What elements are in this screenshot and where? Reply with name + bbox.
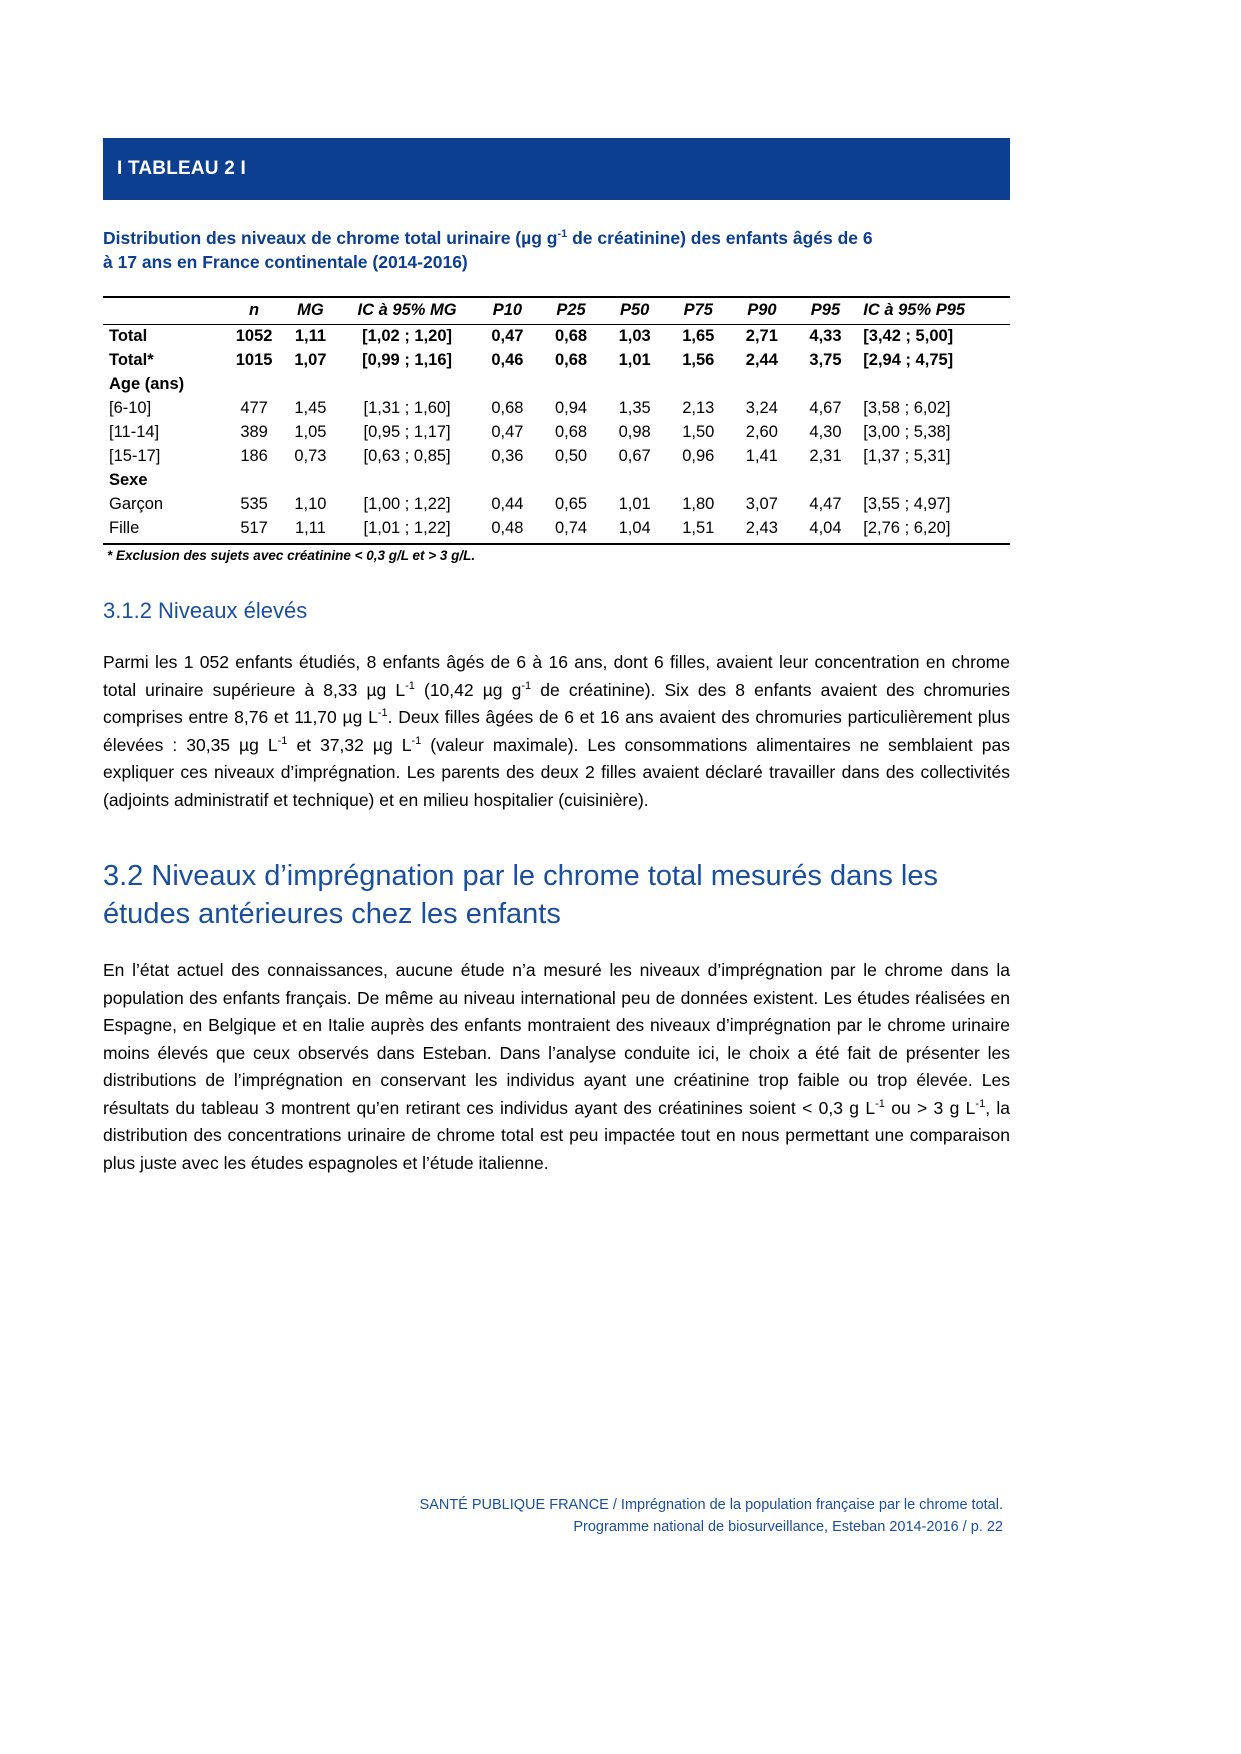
heading-3-1-2: 3.1.2 Niveaux élevés — [103, 597, 308, 623]
cell-n: 1015 — [235, 351, 273, 370]
cell-p10: 0,47 — [491, 422, 524, 441]
par312-s3: de créatinine). Six des 8 enfants avaient des chromuries comprises entre 8,76 et 11,70 µg L — [103, 679, 1010, 728]
cell-label: [6-10] — [109, 399, 152, 418]
par312-s4: . Deux filles âgées de 6 et 16 ans avaient des chromuries particulièrement plus élevées : 30,35 µg L — [103, 707, 1010, 755]
cell-p75: 1,65 — [682, 327, 715, 346]
cell-ic-mg: [1,02 ; 1,20] — [362, 327, 453, 346]
table-caption-line1-b: de créatinine) des enfants âgés de 6 — [567, 228, 873, 248]
cell-p75: 1,50 — [682, 422, 715, 441]
cell-ic-mg — [339, 373, 476, 397]
cell-p25: 0,68 — [554, 351, 588, 370]
cell-mg: 1,05 — [294, 422, 327, 441]
cell-p10: 0,68 — [491, 399, 524, 418]
table-header-row — [103, 297, 1010, 324]
cell-p50 — [603, 469, 667, 493]
table-caption-line2: à 17 ans en France continentale (2014-2016) — [103, 252, 468, 273]
cell-p75 — [666, 373, 730, 397]
par312-sup3: -1 — [377, 707, 388, 720]
cell-p10: 0,48 — [476, 517, 540, 544]
footer-line-1: SANTÉ PUBLIQUE FRANCE / Imprégnation de la population française par le chrome total. — [419, 1497, 1003, 1513]
table-banner-label: I TABLEAU 2 I — [117, 158, 246, 179]
cell-n: 535 — [240, 494, 268, 513]
col-header-p50: P50 — [603, 297, 667, 324]
cell-ic-mg: [0,63 ; 0,85] — [363, 446, 451, 465]
col-header-ic-p95: IC à 95% P95 — [857, 297, 1010, 324]
par32-s1: En l’état actuel des connaissances, aucune étude n’a mesuré les niveaux d’imprégnation par le chrome dans la population des enfants français. De même au niveau international peu de données existent. Les études réalisées en Espagne, en Belgique et en Italie auprès des enfants montraient des niveaux d’imprégnation par le chrome urinaire moins élevés que ceux observés dans Esteban. Dans l’analyse conduite ici, le choix a été fait de présenter les distributions de l’imprégnation en conservant les individus ayant une créatinine trop faible ou trop élevée. Les résultats du tableau 3 montrent qu’en retirant ces individus ayant des créatinines soient < 0,3 g L — [103, 960, 1010, 1118]
cell-ic-mg: [1,00 ; 1,22] — [363, 494, 451, 513]
cell-ic-p95: [1,37 ; 5,31] — [863, 446, 951, 465]
cell-ic-p95: [2,76 ; 6,20] — [857, 517, 1010, 544]
table-head — [103, 297, 1010, 324]
cell-n: 1052 — [235, 327, 273, 346]
table-footnote: * Exclusion des sujets avec créatinine < 0,3 g/L et > 3 g/L. — [107, 547, 476, 563]
cell-p10: 0,47 — [491, 327, 524, 346]
par312-s2: (10,42 µg g — [414, 679, 522, 700]
cell-p25: 0,68 — [554, 327, 588, 346]
cell-p75: 1,80 — [682, 494, 715, 513]
par32-sup2: -1 — [975, 1097, 986, 1110]
cell-p50: 1,01 — [618, 494, 651, 513]
cell-label: Total — [109, 327, 148, 346]
cell-p75: 0,96 — [682, 446, 715, 465]
cell-ic-mg: [0,95 ; 1,17] — [363, 422, 451, 441]
cell-p95: 4,47 — [809, 494, 842, 513]
cell-p90 — [730, 373, 794, 397]
cell-label: Age (ans) — [109, 375, 185, 394]
cell-n: 186 — [240, 446, 268, 465]
cell-label: Fille — [103, 517, 226, 544]
cell-ic-p95: [3,55 ; 4,97] — [863, 494, 951, 513]
page-footer — [0, 1495, 1241, 1539]
cell-p25: 0,94 — [554, 399, 588, 418]
table-caption-sup: -1 — [557, 228, 568, 241]
cell-p95: 3,75 — [809, 351, 842, 370]
cell-mg: 0,73 — [294, 446, 327, 465]
par312-sup1: -1 — [405, 679, 415, 692]
col-header-p10: P10 — [476, 297, 540, 324]
cell-label: [11-14] — [109, 422, 160, 441]
cell-p10: 0,46 — [491, 351, 524, 370]
cell-mg: 1,07 — [294, 351, 327, 370]
table-row — [103, 493, 1010, 517]
col-header-category — [103, 297, 226, 324]
col-header-ic-mg: IC à 95% MG — [339, 297, 476, 324]
par32-sup1: -1 — [875, 1097, 885, 1110]
table-body — [103, 325, 1010, 544]
cell-ic-p95: [3,42 ; 5,00] — [863, 327, 954, 346]
cell-n: 477 — [240, 399, 268, 418]
cell-p95: 4,33 — [809, 327, 842, 346]
cell-n: 517 — [226, 517, 283, 544]
paragraph-3-2 — [103, 957, 1010, 1177]
cell-ic-p95 — [857, 469, 1010, 493]
cell-n — [226, 373, 283, 397]
cell-p10 — [476, 373, 540, 397]
cell-p95: 4,04 — [794, 517, 858, 544]
table-row — [103, 469, 1010, 493]
col-header-mg: MG — [282, 297, 338, 324]
cell-p90: 3,24 — [745, 399, 778, 418]
cell-ic-p95: [3,00 ; 5,38] — [863, 422, 951, 441]
cell-p50: 1,03 — [618, 327, 651, 346]
table-caption-line1-a: Distribution des niveaux de chrome total urinaire (µg g — [103, 228, 558, 248]
cell-p95 — [794, 373, 858, 397]
cell-p95: 2,31 — [809, 446, 842, 465]
cell-p90: 2,43 — [730, 517, 794, 544]
cell-p90: 2,44 — [745, 351, 778, 370]
cell-p25: 0,65 — [554, 494, 588, 513]
cell-p25: 0,68 — [554, 422, 588, 441]
cell-p75: 2,13 — [682, 399, 715, 418]
cell-mg: 1,11 — [282, 517, 338, 544]
cell-p90: 3,07 — [745, 494, 778, 513]
heading-3-2: 3.2 Niveaux d’imprégnation par le chrome total mesurés dans les études antérieures chez les enfants — [103, 860, 938, 930]
cell-ic-p95: [2,94 ; 4,75] — [863, 351, 954, 370]
cell-p25: 0,74 — [539, 517, 603, 544]
cell-p90: 1,41 — [745, 446, 778, 465]
page-content — [103, 138, 1010, 1177]
cell-label: Garçon — [109, 494, 164, 513]
cell-n: 389 — [240, 422, 268, 441]
cell-p75: 1,51 — [666, 517, 730, 544]
table-row — [103, 517, 1010, 544]
cell-p25 — [539, 469, 603, 493]
par312-sup5: -1 — [411, 734, 422, 747]
cell-p25: 0,50 — [554, 446, 588, 465]
cell-ic-mg: [0,99 ; 1,16] — [362, 351, 453, 370]
cell-p90: 2,71 — [745, 327, 778, 346]
table-row — [103, 373, 1010, 397]
table-banner — [103, 138, 1010, 200]
par312-s6: (valeur maximale). Les consommations alimentaires ne semblaient pas expliquer ces niveaux d’imprégnation. Les parents des deux 2 filles avaient déclaré travailler dans des collectivités (adjoints administratif et technique) et en milieu hospitalier (cuisinière). — [103, 734, 1010, 810]
cell-p90: 2,60 — [745, 422, 778, 441]
cell-ic-mg — [339, 469, 476, 493]
cell-p50: 0,67 — [618, 446, 651, 465]
cell-p10 — [476, 469, 540, 493]
col-header-p90: P90 — [730, 297, 794, 324]
par312-sup2: -1 — [521, 679, 532, 692]
distribution-table — [103, 296, 1010, 544]
col-header-p25: P25 — [539, 297, 603, 324]
table-caption — [103, 226, 1010, 274]
par312-sup4: -1 — [277, 734, 288, 747]
cell-label: [15-17] — [109, 446, 161, 465]
cell-p90 — [730, 469, 794, 493]
cell-mg: 1,10 — [294, 494, 327, 513]
cell-mg: 1,45 — [294, 399, 327, 418]
col-header-p75: P75 — [666, 297, 730, 324]
cell-p75: 1,56 — [682, 351, 715, 370]
cell-ic-mg: [1,31 ; 1,60] — [363, 399, 451, 418]
cell-p95: 4,67 — [809, 399, 842, 418]
cell-p95 — [794, 469, 858, 493]
cell-p95: 4,30 — [809, 422, 842, 441]
table-row — [103, 349, 1010, 373]
cell-p50: 1,01 — [618, 351, 651, 370]
par32-s2: ou > 3 g L — [884, 1097, 976, 1118]
paragraph-3-1-2 — [103, 649, 1010, 814]
cell-p25 — [539, 373, 603, 397]
cell-p50: 1,35 — [618, 399, 651, 418]
cell-ic-p95: [3,58 ; 6,02] — [863, 399, 951, 418]
cell-p75 — [666, 469, 730, 493]
cell-p10: 0,44 — [491, 494, 524, 513]
cell-mg: 1,11 — [294, 327, 327, 346]
cell-ic-p95 — [857, 373, 1010, 397]
col-header-n: n — [226, 297, 283, 324]
cell-mg — [282, 373, 338, 397]
cell-p50: 1,04 — [603, 517, 667, 544]
cell-p50: 0,98 — [618, 422, 651, 441]
footer-line-2: Programme national de biosurveillance, Esteban 2014-2016 / p. 22 — [573, 1518, 1003, 1535]
cell-mg — [282, 469, 338, 493]
par312-s1: Parmi les 1 052 enfants étudiés, 8 enfants âgés de 6 à 16 ans, dont 6 filles, avaient leur concentration en chrome total urinaire supérieure à 8,33 µg L — [103, 652, 1010, 700]
cell-n — [226, 469, 283, 493]
cell-p10: 0,36 — [491, 446, 524, 465]
cell-p50 — [603, 373, 667, 397]
par312-s5: et 37,32 µg L — [287, 734, 412, 755]
col-header-p95: P95 — [794, 297, 858, 324]
table-row — [103, 421, 1010, 445]
cell-label: Sexe — [109, 470, 148, 489]
table-row — [103, 325, 1010, 349]
table-row — [103, 397, 1010, 421]
cell-ic-mg: [1,01 ; 1,22] — [339, 517, 476, 544]
table-row — [103, 445, 1010, 469]
par32-s3: , la distribution des concentrations urinaire de chrome total est peu impactée tout en nous permettant une comparaison plus juste avec les études espagnoles et l’étude italienne. — [103, 1097, 1011, 1173]
cell-label: Total* — [109, 351, 154, 370]
